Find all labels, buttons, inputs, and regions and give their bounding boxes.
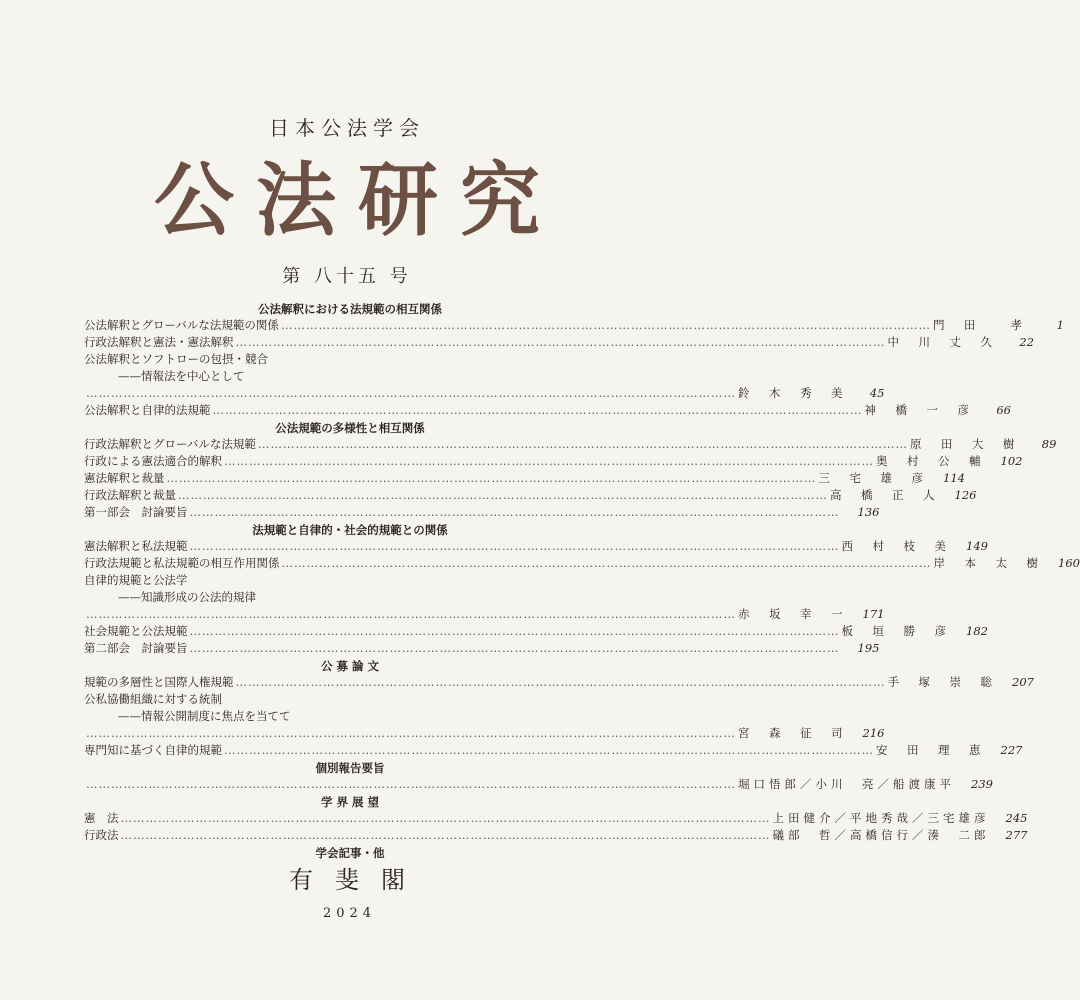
entry-title: 規範の多層性と国際人権規範: [84, 675, 234, 689]
section-heading: 公 募 論 文: [320, 659, 379, 673]
toc-entry-continuation: [84, 606, 885, 623]
entry-title: 行政法: [84, 828, 119, 842]
dot-leader: …………………………………………………………………………………………………………………………………………: [235, 335, 886, 349]
entry-author: 安 田 理 恵: [876, 743, 985, 757]
entry-page: 207: [1012, 675, 1034, 689]
dot-leader: …………………………………………………………………………………………………………………………………………: [281, 556, 932, 570]
publication-year: 2024: [322, 906, 377, 921]
entry-page: 239: [971, 777, 993, 791]
entry-title: 第一部会 討論要旨: [84, 505, 188, 519]
entry-page: 227: [1000, 743, 1023, 757]
dot-leader: …………………………………………………………………………………………………………………………………………: [189, 539, 840, 553]
section-heading: 個別報告要旨: [315, 761, 385, 775]
toc-entry: [84, 640, 880, 657]
entry-title: 行政法規範と私法規範の相互作用関係: [84, 556, 280, 570]
toc-entry: [84, 691, 616, 708]
section-heading: 法規範と自律的・社会的規範との関係: [252, 523, 448, 537]
entry-subtitle: ——情報法を中心として: [118, 369, 245, 383]
toc-entry: [84, 572, 616, 589]
entry-page: 89: [1041, 437, 1057, 451]
toc-entry: [84, 742, 1023, 759]
table-of-contents: [84, 300, 1080, 861]
toc-entry: [84, 453, 1023, 470]
entry-title: 憲法解釈と裁量: [84, 471, 165, 485]
entry-page: 102: [1000, 454, 1023, 468]
entry-author: 西 村 枝 美: [841, 539, 950, 553]
toc-entry: [84, 555, 1080, 572]
entry-author: 礒部 哲／高橋信行／湊 二郎: [772, 828, 990, 842]
entry-page: 45: [869, 386, 885, 400]
toc-entry-continuation: [84, 385, 885, 402]
dot-leader: …………………………………………………………………………………………………………………………………………: [86, 726, 736, 740]
issue-number: 第 八十五 号: [282, 266, 412, 287]
dot-leader: …………………………………………………………………………………………………………………………………………: [178, 488, 828, 502]
entry-author: 岸 本 太 樹: [933, 556, 1042, 570]
dot-leader: …………………………………………………………………………………………………………………………………………: [235, 675, 886, 689]
journal-title: 公法研究: [154, 153, 562, 247]
entry-title: 第二部会 討論要旨: [84, 641, 188, 655]
dot-leader: …………………………………………………………………………………………………………………………………………: [86, 607, 736, 621]
entry-title: 公法解釈とグローバルな法規範の関係: [84, 318, 279, 332]
section-heading: 公法規範の多様性と相互関係: [275, 421, 425, 435]
entry-title: 自律的規範と公法学: [84, 573, 188, 587]
dot-leader: …………………………………………………………………………………………………………………………………………: [212, 403, 863, 417]
entry-title: 専門知に基づく自律的規範: [84, 743, 222, 757]
entry-author: 奥 村 公 輔: [876, 454, 985, 468]
entry-author: 宮 森 征 司: [738, 726, 847, 740]
entry-title: 公法解釈とソフトローの包摂・競合: [84, 352, 268, 366]
toc-entry: [84, 623, 988, 640]
entry-title: 公私協働組織に対する統制: [84, 692, 222, 706]
toc-entry: [84, 470, 965, 487]
entry-title: 公法解釈と自律的法規範: [84, 403, 211, 417]
toc-entry: [84, 810, 1028, 827]
entry-page: 195: [857, 641, 880, 655]
entry-author: 神 橋 一 彦: [864, 403, 973, 417]
dot-leader: …………………………………………………………………………………………………………………………………………: [166, 471, 817, 485]
society-name: 日本公法学会: [269, 116, 425, 140]
entry-author: 三 宅 雄 彦: [818, 471, 927, 485]
entry-author: 板 垣 勝 彦: [841, 624, 950, 638]
dot-leader: …………………………………………………………………………………………………………………………………………: [86, 777, 736, 791]
dot-leader: …………………………………………………………………………………………………………………………………………: [257, 437, 908, 451]
entry-page: 136: [857, 505, 880, 519]
entry-page: 1: [1056, 318, 1064, 332]
entry-author: 門 田 孝: [932, 318, 1026, 332]
section-heading: 学 界 展 望: [320, 795, 379, 809]
entry-title: 憲 法: [84, 811, 119, 825]
toc-entry: [84, 504, 880, 521]
dot-leader: …………………………………………………………………………………………………………………………………………: [189, 624, 840, 638]
entry-author: 手 塚 崇 聡: [887, 675, 996, 689]
entry-author: 原 田 大 樹: [909, 437, 1019, 451]
entry-title: 行政法解釈と裁量: [84, 488, 176, 502]
dot-leader: …………………………………………………………………………………………………………………………………………: [120, 811, 771, 825]
toc-entry: [84, 538, 988, 555]
publisher-name: 有斐閣: [289, 866, 427, 894]
entry-title: 社会規範と公法規範: [84, 624, 188, 638]
toc-entry: [84, 674, 1034, 691]
entry-page: 114: [943, 471, 965, 485]
entry-author: 鈴 木 秀 美: [738, 386, 847, 400]
dot-leader: …………………………………………………………………………………………………………………………………………: [86, 386, 736, 400]
dot-leader: …………………………………………………………………………………………………………………………………………: [120, 828, 771, 842]
entry-subtitle: ——知識形成の公法的規律: [118, 590, 256, 604]
toc-entry: [84, 402, 1011, 419]
section-heading: 公法解釈における法規範の相互関係: [258, 302, 442, 316]
dot-leader: …………………………………………………………………………………………………………………………………………: [189, 641, 840, 655]
toc-entry-continuation: [84, 725, 885, 742]
entry-author: 堀口悟郎／小川 亮／船渡康平: [738, 777, 955, 791]
entry-page: 216: [862, 726, 885, 740]
entry-title: 行政による憲法適合的解釈: [84, 454, 222, 468]
dot-leader: …………………………………………………………………………………………………………………………………………: [224, 743, 874, 757]
entry-page: 160: [1058, 556, 1080, 570]
entry-author: 中 川 丈 久: [887, 335, 996, 349]
entry-page: 66: [996, 403, 1011, 417]
toc-entry: [84, 776, 993, 793]
section-heading: 学会記事・他: [315, 846, 385, 860]
entry-title: 行政法解釈とグローバルな法規範: [84, 437, 256, 451]
toc-entry: [84, 317, 1064, 334]
dot-leader: …………………………………………………………………………………………………………………………………………: [224, 454, 874, 468]
entry-page: 182: [966, 624, 988, 638]
entry-page: 149: [966, 539, 988, 553]
dot-leader: …………………………………………………………………………………………………………………………………………: [280, 318, 931, 332]
toc-entry: [84, 827, 1028, 844]
dot-leader: …………………………………………………………………………………………………………………………………………: [189, 505, 840, 519]
toc-entry: [84, 436, 1057, 453]
entry-page: 22: [1019, 335, 1034, 349]
entry-page: 277: [1005, 828, 1028, 842]
toc-entry: [84, 334, 1034, 351]
entry-subtitle: ——情報公開制度に焦点を当てて: [118, 709, 291, 723]
entry-page: 126: [954, 488, 977, 502]
entry-title: 憲法解釈と私法規範: [84, 539, 188, 553]
toc-entry: [84, 351, 616, 368]
toc-entry: [84, 487, 977, 504]
entry-page: 245: [1005, 811, 1028, 825]
entry-title: 行政法解釈と憲法・憲法解釈: [84, 335, 234, 349]
entry-author: 上田健介／平地秀哉／三宅雄彦: [772, 811, 990, 825]
entry-author: 高 橋 正 人: [830, 488, 939, 502]
entry-page: 171: [862, 607, 885, 621]
entry-author: 赤 坂 幸 一: [738, 607, 847, 621]
